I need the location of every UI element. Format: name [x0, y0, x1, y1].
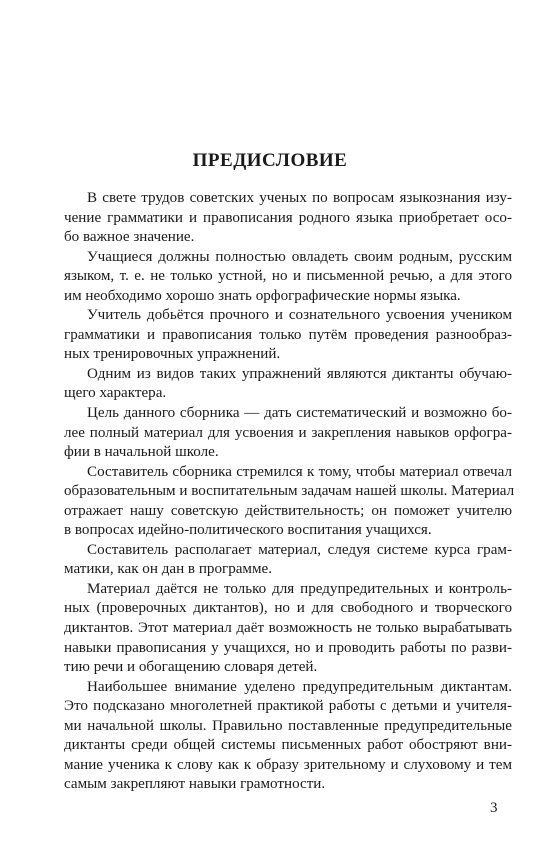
- text-line: Составитель сборника стремился к тому, чтобы материал отвечал: [87, 463, 512, 480]
- text-line: языком, т. е. не только устной, но и письменной речью, а для этого: [64, 268, 512, 285]
- text-line: тию речи и обогащению словаря детей.: [64, 659, 318, 676]
- text-line: матики, как он дан в программе.: [64, 561, 273, 578]
- paragraph: [64, 189, 512, 248]
- paragraph: [64, 365, 512, 404]
- text-line: мание ученика к слову как к образу зрительному и слуховому и тем: [64, 756, 512, 773]
- text-line: бо важное значение.: [64, 229, 195, 246]
- paragraph: [64, 463, 515, 541]
- preface-text: [64, 189, 515, 795]
- text-line: Одним из видов таких упражнений являются диктанты обучаю-: [87, 365, 512, 382]
- text-line: Составитель располагает материал, следуя системе курса грам-: [87, 541, 512, 558]
- text-line: щего характера.: [64, 385, 167, 402]
- text-line: Цель данного сборника — дать систематический и возможно бо-: [87, 405, 512, 422]
- text-line: грамматики и правописания только путём проведения разнообраз-: [64, 326, 512, 343]
- text-line: лее полный материал для усвоения и закрепления навыков орфогра-: [64, 424, 512, 441]
- text-line: ных (проверочных диктантов), но и для свободного и творческого: [64, 600, 512, 617]
- page-number: 3: [490, 800, 498, 816]
- text-line: самым закрепляют навыки грамотности.: [64, 776, 326, 793]
- text-line: им необходимо хорошо знать орфографические нормы языка.: [64, 287, 461, 304]
- text-line: Учитель добьётся прочного и сознательного усвоения учеником: [87, 307, 512, 324]
- text-line: ных тренировочных упражнений.: [64, 346, 281, 363]
- text-line: диктантов. Этот материал даёт возможность не только вырабатывать: [64, 620, 512, 637]
- text-line: в вопросах идейно-политического воспитания учащихся.: [64, 522, 432, 539]
- text-line: чение грамматики и правописания родного языка приобретает осо-: [64, 209, 512, 226]
- text-line: образовательным и воспитательным задачам нашей школы. Материал: [64, 483, 515, 500]
- text-line: фии в начальной школе.: [64, 444, 219, 461]
- text-line: Материал даётся не только для предупредительных и контроль-: [87, 580, 512, 597]
- paragraph: [64, 678, 512, 795]
- paragraph: [64, 404, 512, 463]
- text-line: Это подсказано многолетней практикой работы с детьми и учителя-: [64, 698, 512, 715]
- paragraph: [64, 306, 512, 365]
- text-line: Наибольшее внимание уделено предупредительным диктантам.: [87, 678, 512, 695]
- text-line: ми начальной школы. Правильно поставленные предупредительные: [64, 717, 512, 734]
- paragraph: [64, 541, 512, 580]
- text-line: отражает нашу советскую действительность; он поможет учителю: [64, 502, 512, 519]
- paragraph: [64, 580, 512, 678]
- text-line: диктанты среди общей системы письменных работ обостряют вни-: [64, 737, 512, 754]
- paragraph: [64, 248, 512, 307]
- text-line: В свете трудов советских ученых по вопросам языкознания изу-: [87, 190, 512, 206]
- text-line: Учащиеся должны полностью овладеть своим родным, русским: [87, 248, 512, 265]
- text-line: навыки правописания у учащихся, но и проводить работы по разви-: [64, 639, 512, 656]
- page-title: ПРЕДИСЛОВИЕ: [192, 150, 348, 171]
